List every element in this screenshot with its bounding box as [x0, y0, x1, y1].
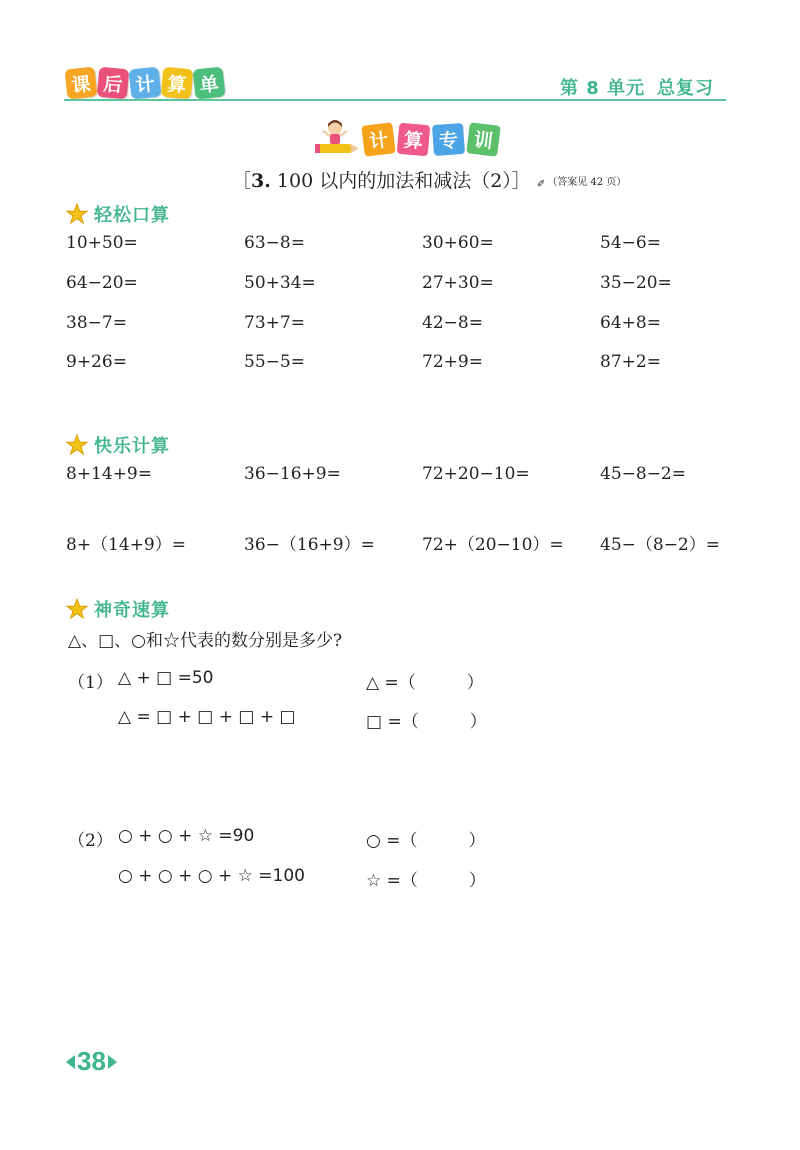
problem: 87+2= — [600, 352, 661, 372]
section-easy-heading — [66, 201, 170, 227]
problem: 36−16+9= — [244, 464, 341, 484]
problem: 63−8= — [244, 233, 305, 253]
answer-blank-square: □ =（ ） — [366, 712, 487, 732]
lesson-title — [232, 166, 626, 193]
section-happy-heading — [66, 432, 170, 458]
lesson-name: 100 以内的加法和减法（2） — [270, 170, 512, 192]
lesson-number: 3. — [251, 170, 271, 192]
section-title: 轻松口算 — [94, 205, 170, 226]
answer-blank-circle: ○ =（ ） — [366, 831, 486, 851]
problem-2-label: （2） — [68, 831, 113, 851]
brand-char: 课 — [65, 67, 98, 100]
problem-1-equation-2: △ = □ + □ + □ + □ — [118, 707, 296, 727]
star-icon — [66, 434, 88, 456]
triangle-left-icon — [66, 1055, 75, 1069]
problem: 30+60= — [422, 233, 494, 253]
banner-char: 算 — [397, 122, 431, 156]
problem: 38−7= — [66, 313, 127, 333]
answer-reference: （答案见 42 页） — [547, 177, 627, 188]
problem: 42−8= — [422, 313, 483, 333]
problem: 50+34= — [244, 273, 316, 293]
star-icon — [66, 598, 88, 620]
problem: 64−20= — [66, 273, 138, 293]
problem-2-equation-1: ○ + ○ + ☆ =90 — [118, 826, 255, 846]
problem: 45−8−2= — [600, 464, 686, 484]
problem-1-equation-1: △ + □ =50 — [118, 668, 214, 688]
brand-char: 单 — [193, 67, 226, 100]
pencil-icon: ✐ — [536, 179, 546, 190]
problem: 10+50= — [66, 233, 138, 253]
problem: 72+（20−10）= — [422, 535, 564, 555]
problem: 36−（16+9）= — [244, 535, 375, 555]
problem: 45−（8−2）= — [600, 535, 720, 555]
section-title: 神奇速算 — [94, 600, 170, 621]
problem: 27+30= — [422, 273, 494, 293]
problem: 35−20= — [600, 273, 672, 293]
unit-heading — [560, 74, 714, 100]
answer-blank-triangle: △ =（ ） — [366, 673, 484, 693]
problem: 54−6= — [600, 233, 661, 253]
section-magic-heading — [66, 596, 170, 622]
problem-1-label: （1） — [68, 673, 113, 693]
problem: 72+9= — [422, 352, 483, 372]
magic-question: △、□、○和☆代表的数分别是多少? — [68, 631, 343, 651]
answer-blank-star: ☆ =（ ） — [366, 871, 486, 891]
problem: 72+20−10= — [422, 464, 530, 484]
page-number — [66, 1046, 117, 1077]
triangle-right-icon — [108, 1055, 117, 1069]
brand-char: 算 — [161, 67, 194, 100]
problem: 9+26= — [66, 352, 127, 372]
section-title: 快乐计算 — [94, 436, 170, 457]
banner-char: 计 — [361, 122, 396, 157]
brand-char: 计 — [129, 67, 162, 100]
brand-logo — [66, 68, 224, 98]
problem: 8+14+9= — [66, 464, 152, 484]
unit-title: 总复习 — [657, 78, 714, 99]
problem-2-equation-2: ○ + ○ + ○ + ☆ =100 — [118, 866, 305, 886]
brand-char: 后 — [97, 67, 130, 100]
topic-banner — [315, 118, 499, 160]
header-divider — [64, 99, 726, 101]
problem: 55−5= — [244, 352, 305, 372]
child-on-pencil-icon — [315, 118, 359, 160]
page-number-value: 38 — [77, 1046, 106, 1076]
banner-char: 训 — [466, 122, 501, 157]
unit-label: 第 8 单元 — [559, 78, 645, 99]
problem: 73+7= — [244, 313, 305, 333]
bracket-close: ］ — [511, 170, 531, 192]
bracket-open: ［ — [232, 170, 252, 192]
banner-char: 专 — [432, 122, 465, 155]
problem: 8+（14+9）= — [66, 535, 186, 555]
problem: 64+8= — [600, 313, 661, 333]
star-icon — [66, 203, 88, 225]
